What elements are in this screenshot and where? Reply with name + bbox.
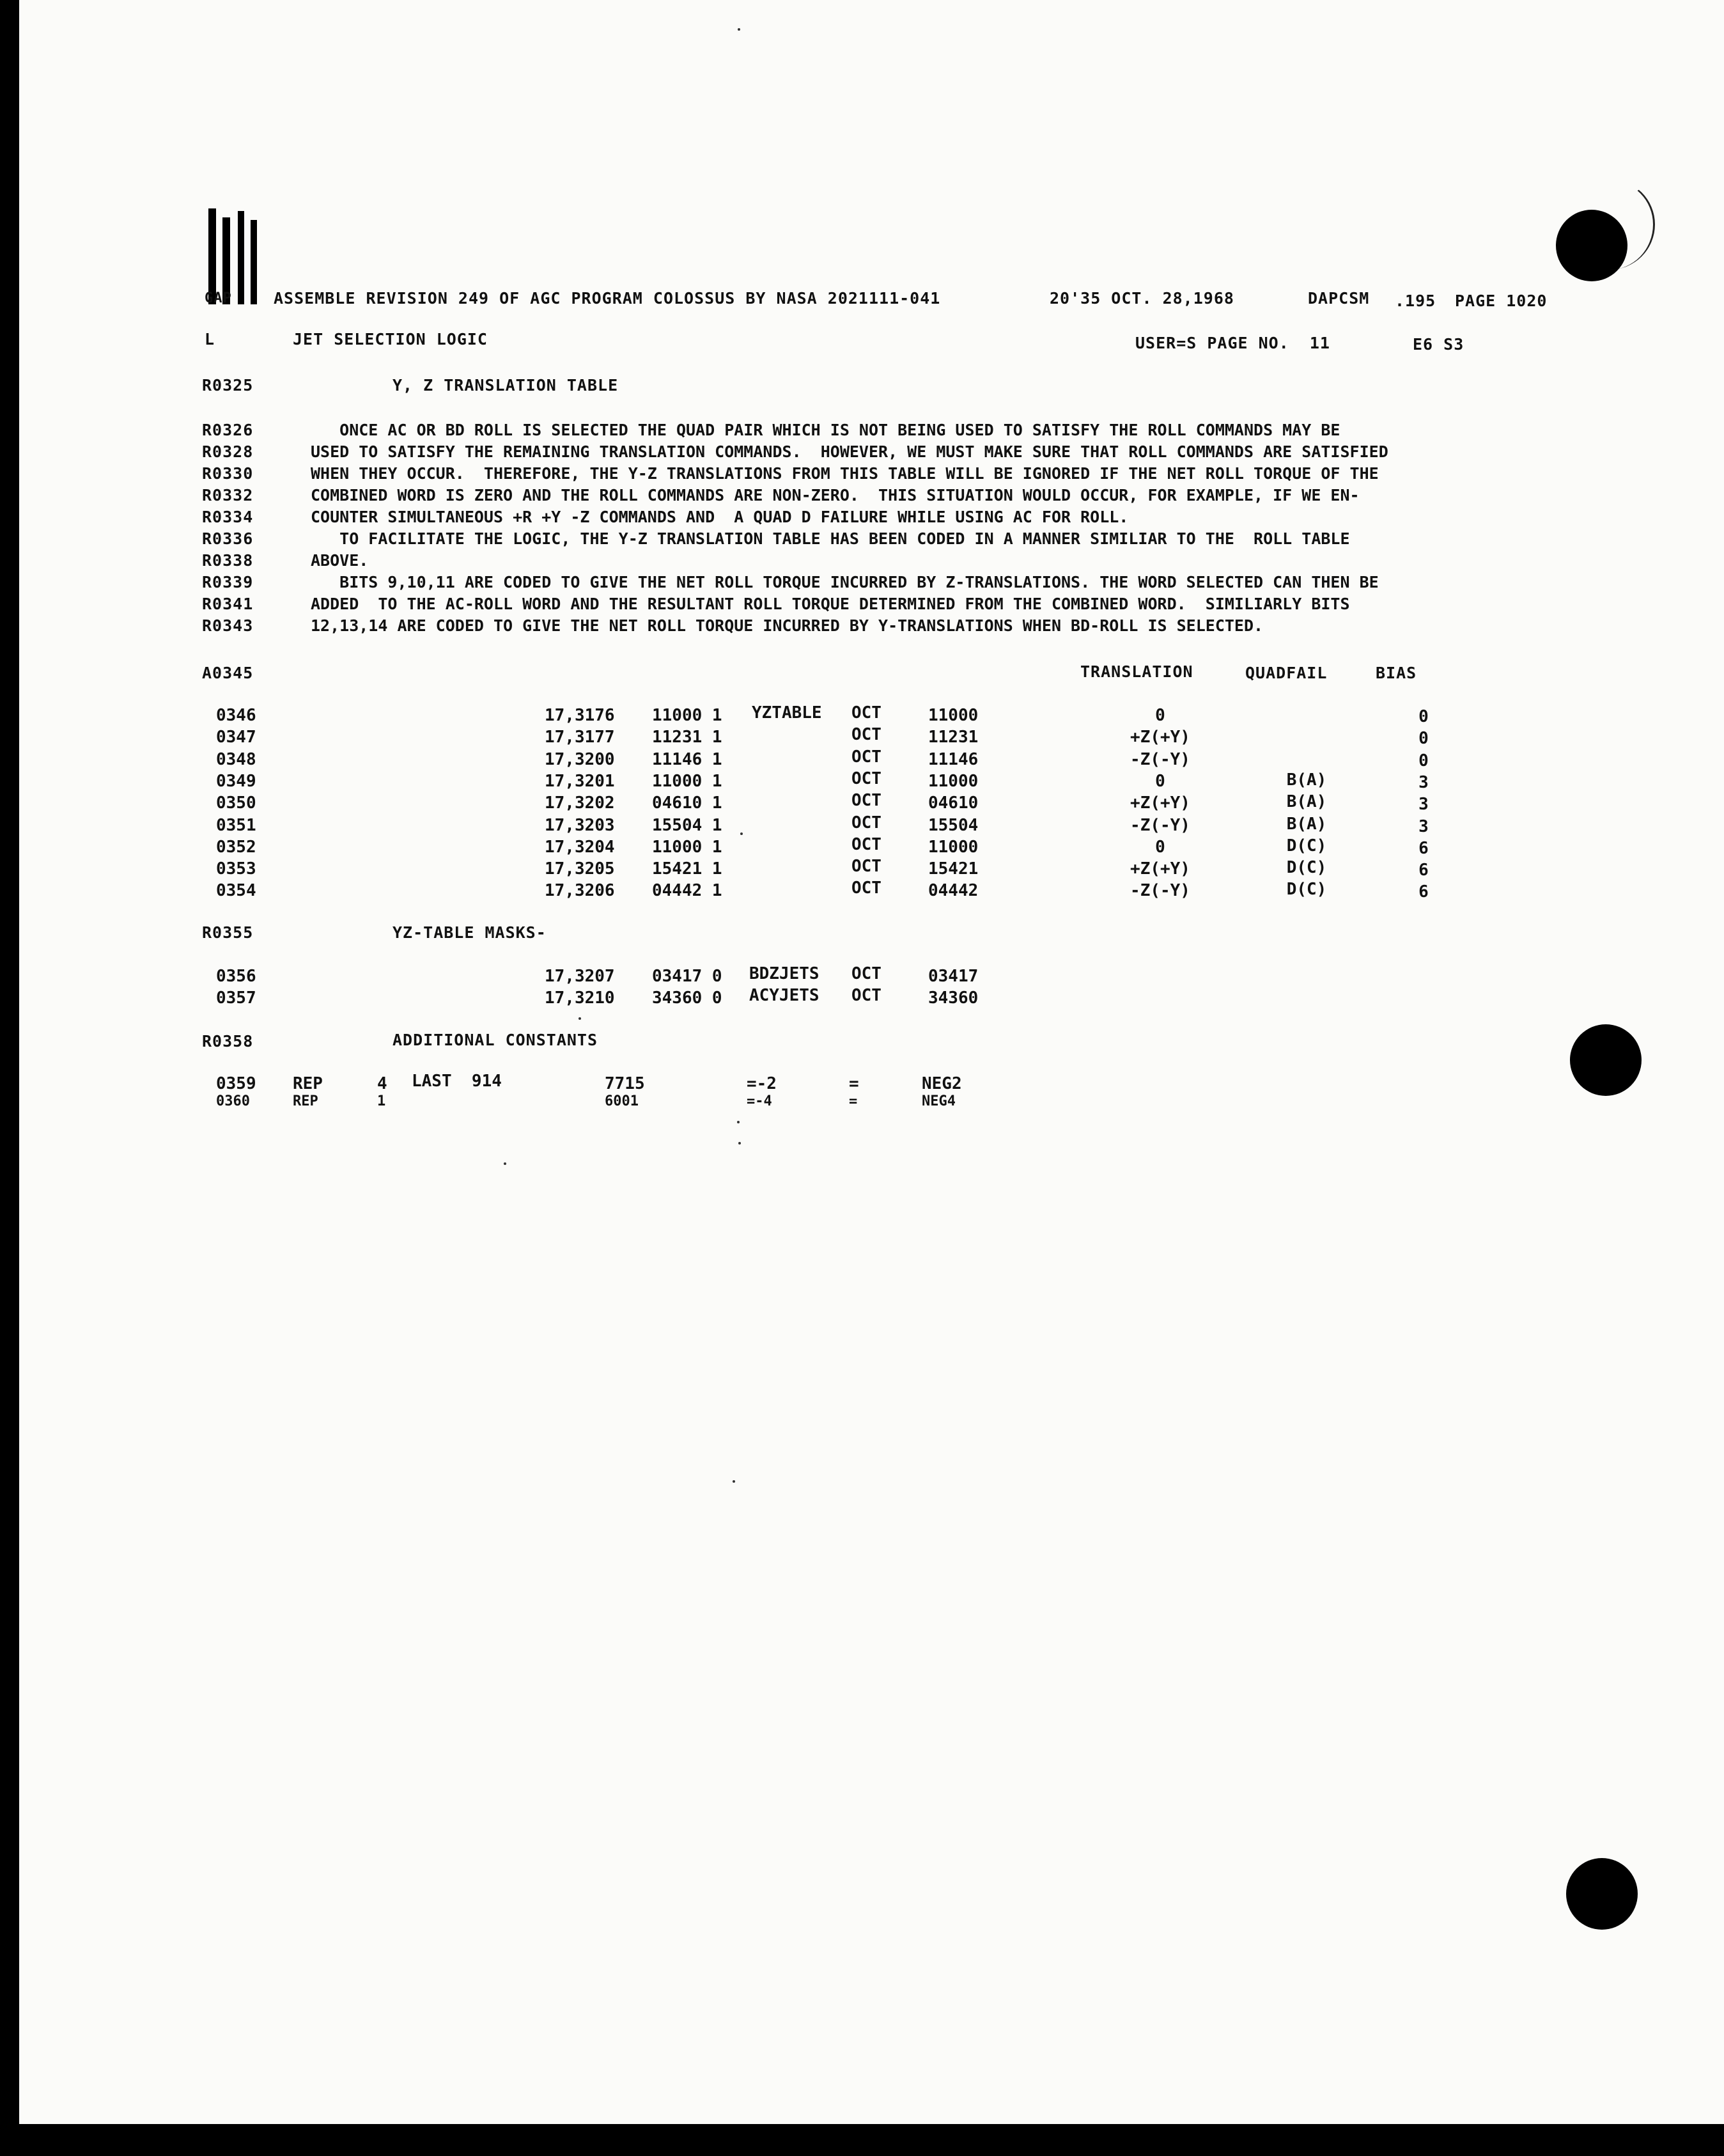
const-eq1: =-4 <box>747 1093 772 1109</box>
printout-page <box>19 0 1724 2124</box>
const-count: 1 <box>377 1093 386 1109</box>
const-value: 6001 <box>605 1093 639 1109</box>
row-bias: 0 <box>1418 729 1429 749</box>
row-translation: 0 <box>1155 771 1165 791</box>
para-line: COUNTER SIMULTANEOUS +R +Y -Z COMMANDS AND A QUAD D FAILURE WHILE USING AC FOR ROLL. <box>311 508 1129 526</box>
para-id: R0341 <box>202 595 254 613</box>
row-quadfail: D(C) <box>1286 880 1327 900</box>
const-rep: REP <box>293 1074 323 1093</box>
row-op: OCT <box>851 813 881 832</box>
binder-hole-bottom <box>1566 1858 1638 1930</box>
row-quadfail: B(A) <box>1286 814 1327 834</box>
row-op: OCT <box>851 857 881 877</box>
header-num: .195 <box>1395 292 1436 310</box>
row-bias: 3 <box>1418 816 1429 836</box>
row-quadfail: D(C) <box>1286 858 1327 878</box>
row-line: 0354 <box>216 881 256 901</box>
masks-id: R0355 <box>202 923 254 942</box>
row-value: 15421 1 <box>652 859 722 879</box>
row-operand: 04442 <box>928 881 979 901</box>
scan-speck <box>738 28 740 31</box>
section-id: R0325 <box>202 376 254 394</box>
row-line: 0349 <box>216 771 256 791</box>
row-op: OCT <box>851 791 881 811</box>
row-value: 11000 1 <box>652 771 722 791</box>
row-bias: 6 <box>1418 861 1429 880</box>
subheader-code: E6 S3 <box>1413 335 1464 354</box>
para-line: ABOVE. <box>311 551 369 570</box>
registration-mark <box>238 211 244 304</box>
header-datetime: 20'35 OCT. 28,1968 <box>1050 289 1234 308</box>
row-bias: 0 <box>1418 707 1429 726</box>
row-operand: 11000 <box>928 771 979 791</box>
scan-speck <box>737 1121 740 1123</box>
row-operand: 11000 <box>928 706 979 725</box>
row-operand: 04610 <box>928 793 979 813</box>
const-line: 0359 <box>216 1074 256 1093</box>
constants-title: ADDITIONAL CONSTANTS <box>392 1031 598 1049</box>
row-translation: -Z(-Y) <box>1130 881 1190 901</box>
para-id: R0332 <box>202 486 254 504</box>
table-header-bias: BIAS <box>1376 664 1417 682</box>
row-value: 11000 1 <box>652 837 722 857</box>
row-line: 0352 <box>216 837 256 857</box>
header-dapcsm: DAPCSM <box>1308 289 1370 308</box>
row-operand: 15421 <box>928 859 979 879</box>
row-addr: 17,3203 <box>545 815 615 835</box>
const-value: 7715 <box>605 1074 645 1093</box>
row-line: 0351 <box>216 815 256 835</box>
row-addr: 17,3205 <box>545 859 615 879</box>
header-page: PAGE 1020 <box>1455 292 1548 310</box>
row-quadfail: B(A) <box>1286 770 1327 790</box>
row-addr: 17,3201 <box>545 771 615 791</box>
row-line: 0353 <box>216 859 256 879</box>
section-title: Y, Z TRANSLATION TABLE <box>392 376 619 394</box>
mask-label: BDZJETS <box>749 964 819 983</box>
row-operand: 11231 <box>928 728 979 747</box>
row-label: YZTABLE <box>752 703 822 723</box>
row-quadfail: D(C) <box>1286 836 1327 855</box>
const-eq2: = <box>849 1074 859 1093</box>
table-header-id: A0345 <box>202 664 254 682</box>
row-bias: 0 <box>1418 751 1429 770</box>
para-id: R0336 <box>202 529 254 548</box>
mask-addr: 17,3207 <box>545 967 615 986</box>
para-line: COMBINED WORD IS ZERO AND THE ROLL COMMANDS ARE NON-ZERO. THIS SITUATION WOULD OCCUR, FOR EXAMPLE, IF WE EN- <box>311 486 1360 504</box>
para-id: R0334 <box>202 508 254 526</box>
registration-mark <box>251 220 257 304</box>
binder-hole-curve <box>1564 179 1655 270</box>
para-line: TO FACILITATE THE LOGIC, THE Y-Z TRANSLATION TABLE HAS BEEN CODED IN A MANNER SIMILIAR TO THE ROLL TABLE <box>311 529 1350 548</box>
scan-speck <box>733 1480 735 1483</box>
row-op: OCT <box>851 725 881 745</box>
row-operand: 15504 <box>928 815 979 835</box>
row-addr: 17,3200 <box>545 749 615 769</box>
scan-speck <box>740 832 743 835</box>
para-id: R0339 <box>202 573 254 591</box>
subheader-type: L <box>205 330 215 348</box>
row-op: OCT <box>851 747 881 767</box>
para-id: R0343 <box>202 616 254 635</box>
para-id: R0338 <box>202 551 254 570</box>
scan-speck <box>504 1162 506 1165</box>
row-op: OCT <box>851 703 881 723</box>
para-line: 12,13,14 ARE CODED TO GIVE THE NET ROLL TORQUE INCURRED BY Y-TRANSLATIONS WHEN BD-ROLL IS SELECTED. <box>311 616 1264 635</box>
row-operand: 11146 <box>928 749 979 769</box>
header-mark: GAP <box>205 290 232 306</box>
row-quadfail: B(A) <box>1286 792 1327 812</box>
const-count: 4 <box>377 1074 387 1093</box>
subheader-user-page: USER=S PAGE NO. 11 <box>1135 334 1330 352</box>
row-line: 0348 <box>216 749 256 769</box>
const-name: NEG2 <box>922 1074 962 1093</box>
row-addr: 17,3206 <box>545 881 615 901</box>
mask-value: 34360 0 <box>652 988 722 1008</box>
const-eq2: = <box>849 1093 858 1109</box>
scan-speck <box>738 1142 741 1144</box>
row-translation: 0 <box>1155 706 1165 725</box>
para-id: R0330 <box>202 464 254 483</box>
row-translation: +Z(+Y) <box>1130 859 1190 879</box>
para-line: ONCE AC OR BD ROLL IS SELECTED THE QUAD PAIR WHICH IS NOT BEING USED TO SATISFY THE ROLL COMMANDS MAY BE <box>311 421 1340 439</box>
row-bias: 6 <box>1418 882 1429 902</box>
mask-line: 0357 <box>216 988 256 1008</box>
row-translation: +Z(+Y) <box>1130 793 1190 813</box>
row-op: OCT <box>851 879 881 898</box>
row-operand: 11000 <box>928 837 979 857</box>
masks-title: YZ-TABLE MASKS- <box>392 923 547 942</box>
const-line: 0360 <box>216 1093 250 1109</box>
table-header-quadfail: QUADFAIL <box>1245 664 1328 682</box>
para-line: BITS 9,10,11 ARE CODED TO GIVE THE NET ROLL TORQUE INCURRED BY Z-TRANSLATIONS. THE WORD SELECTED CAN THEN BE <box>311 573 1379 591</box>
row-value: 04610 1 <box>652 793 722 813</box>
header-assemble: ASSEMBLE REVISION 249 OF AGC PROGRAM COLOSSUS BY NASA 2021111-041 <box>274 289 941 308</box>
row-line: 0346 <box>216 706 256 725</box>
row-line: 0347 <box>216 728 256 747</box>
const-rep: REP <box>293 1093 318 1109</box>
mask-value: 03417 0 <box>652 967 722 986</box>
binder-hole-middle <box>1570 1024 1642 1096</box>
row-value: 11231 1 <box>652 728 722 747</box>
table-header-translation: TRANSLATION <box>1080 662 1193 681</box>
row-addr: 17,3176 <box>545 706 615 725</box>
row-translation: -Z(-Y) <box>1130 815 1190 835</box>
para-line: WHEN THEY OCCUR. THEREFORE, THE Y-Z TRANSLATIONS FROM THIS TABLE WILL BE IGNORED IF THE NET ROLL TORQUE OF THE <box>311 464 1379 483</box>
row-line: 0350 <box>216 793 256 813</box>
row-value: 15504 1 <box>652 815 722 835</box>
row-op: OCT <box>851 769 881 788</box>
row-translation: 0 <box>1155 837 1165 857</box>
mask-addr: 17,3210 <box>545 988 615 1008</box>
mask-operand: 34360 <box>928 988 979 1008</box>
para-line: USED TO SATISFY THE REMAINING TRANSLATION COMMANDS. HOWEVER, WE MUST MAKE SURE THAT ROLL COMMANDS ARE SATISFIED <box>311 442 1388 461</box>
mask-label: ACYJETS <box>749 986 819 1005</box>
mask-op: OCT <box>851 964 881 983</box>
subheader-title: JET SELECTION LOGIC <box>293 330 488 348</box>
mask-line: 0356 <box>216 967 256 986</box>
row-value: 04442 1 <box>652 881 722 901</box>
scan-speck <box>579 1017 581 1020</box>
row-addr: 17,3202 <box>545 793 615 813</box>
const-eq1: =-2 <box>747 1074 777 1093</box>
para-id: R0326 <box>202 421 254 439</box>
row-translation: +Z(+Y) <box>1130 728 1190 747</box>
row-addr: 17,3177 <box>545 728 615 747</box>
mask-op: OCT <box>851 986 881 1005</box>
row-bias: 6 <box>1418 838 1429 858</box>
row-addr: 17,3204 <box>545 837 615 857</box>
para-line: ADDED TO THE AC-ROLL WORD AND THE RESULTANT ROLL TORQUE DETERMINED FROM THE COMBINED WORD. SIMILIARLY BITS <box>311 595 1350 613</box>
para-id: R0328 <box>202 442 254 461</box>
row-translation: -Z(-Y) <box>1130 749 1190 769</box>
row-value: 11000 1 <box>652 706 722 725</box>
const-last: LAST 914 <box>412 1072 502 1091</box>
row-bias: 3 <box>1418 795 1429 815</box>
row-value: 11146 1 <box>652 749 722 769</box>
constants-id: R0358 <box>202 1032 254 1051</box>
row-bias: 3 <box>1418 772 1429 792</box>
const-name: NEG4 <box>922 1093 956 1109</box>
row-op: OCT <box>851 834 881 854</box>
mask-operand: 03417 <box>928 967 979 986</box>
